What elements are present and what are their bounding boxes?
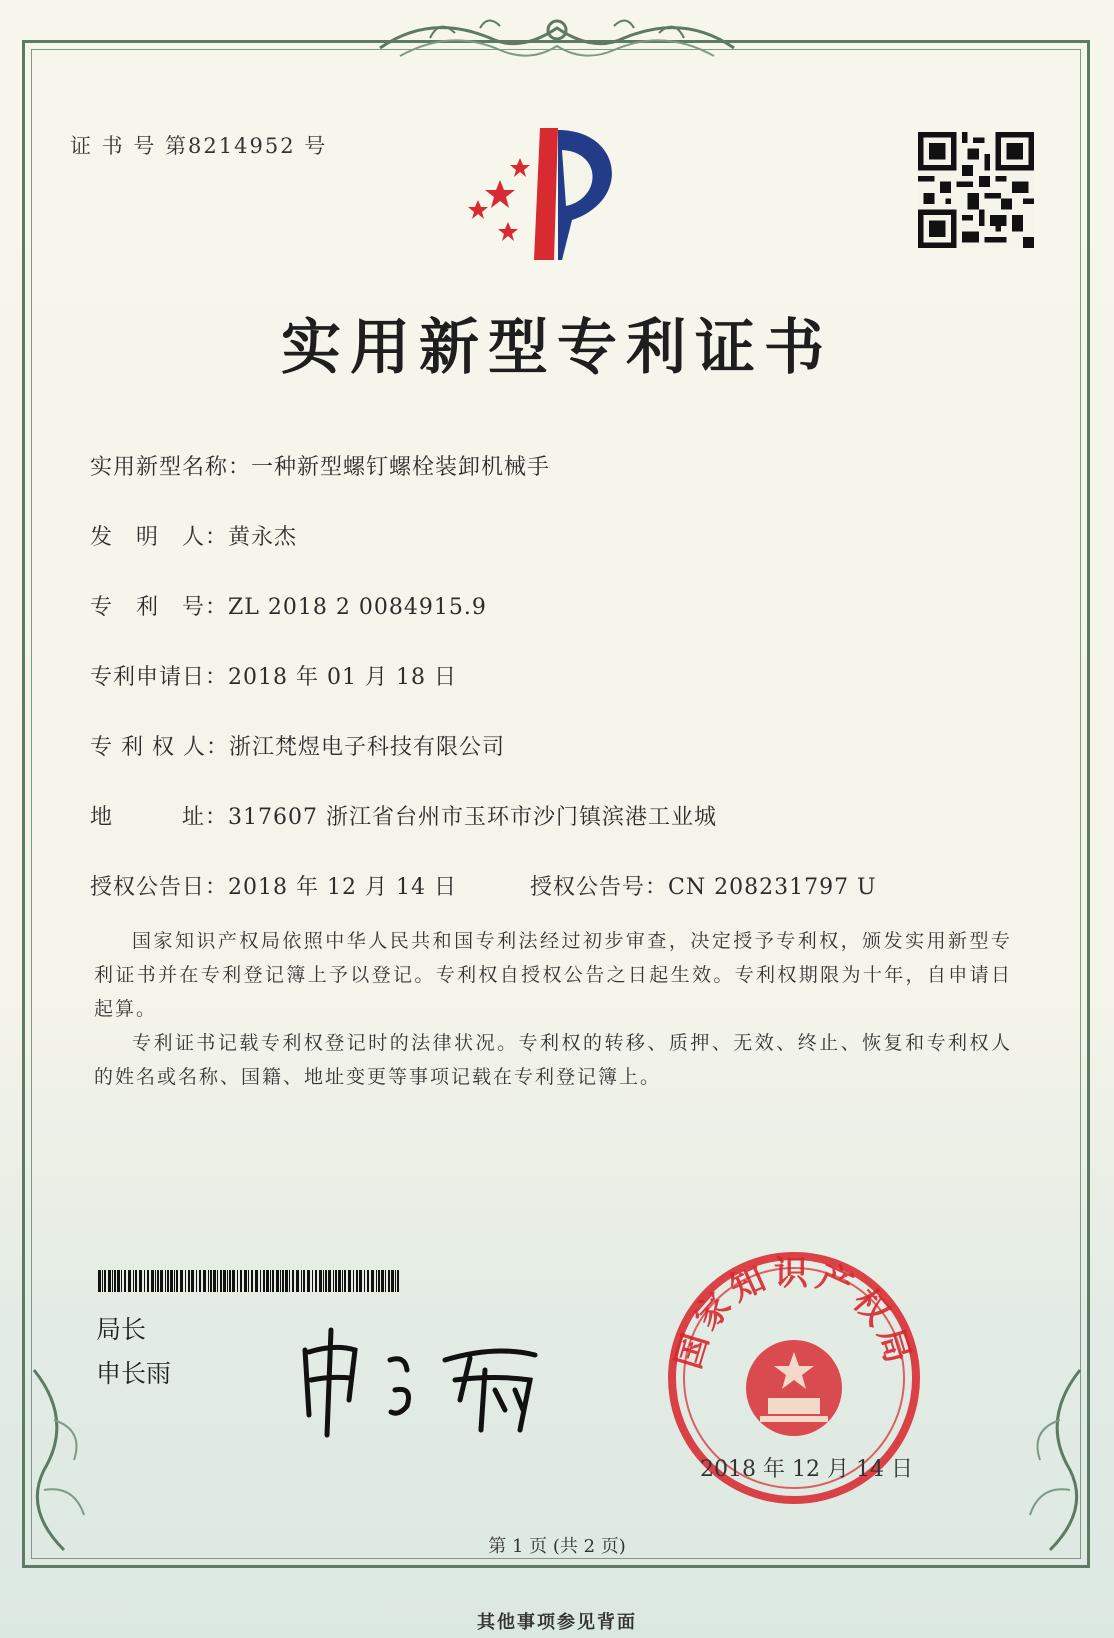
field-value: CN 208231797 U xyxy=(668,875,877,900)
barcode-bar xyxy=(376,1270,377,1292)
qr-code-icon xyxy=(918,132,1034,248)
barcode-bar xyxy=(263,1270,265,1292)
barcode-bar xyxy=(217,1270,218,1292)
barcode-bar xyxy=(208,1270,209,1292)
barcode-bar xyxy=(165,1270,166,1292)
barcode-bar xyxy=(135,1270,137,1292)
barcode-bar xyxy=(220,1270,222,1292)
certificate-number: 证 书 号 第8214952 号 xyxy=(70,134,328,158)
barcode-bar xyxy=(356,1270,358,1292)
barcode-bar xyxy=(188,1270,190,1292)
corner-ornament-right-icon xyxy=(990,1360,1100,1560)
barcode-bar xyxy=(128,1270,131,1292)
barcode-bar xyxy=(223,1270,226,1292)
barcode-bar xyxy=(367,1270,369,1292)
barcode-bar xyxy=(240,1270,242,1292)
barcode-bar xyxy=(270,1270,271,1292)
field-value: 浙江梵煜电子科技有限公司 xyxy=(228,735,505,760)
field-label: 授权公告日： xyxy=(90,875,229,900)
barcode-bar xyxy=(388,1270,390,1292)
barcode-bar xyxy=(385,1270,386,1292)
barcode-bar xyxy=(391,1270,394,1292)
field-label: 授权公告号： xyxy=(530,875,669,900)
barcode-bar xyxy=(139,1270,142,1292)
barcode-bar xyxy=(248,1270,249,1292)
barcode-bar xyxy=(319,1270,322,1292)
barcode-bar xyxy=(102,1270,103,1292)
barcode-icon xyxy=(98,1270,403,1292)
director-title: 局长 xyxy=(96,1315,147,1344)
field-label: 专 利 权 人： xyxy=(90,735,229,760)
barcode-bar xyxy=(151,1270,154,1292)
barcode-bar xyxy=(280,1270,281,1292)
barcode-bar xyxy=(112,1270,113,1292)
barcode-bar xyxy=(121,1270,122,1292)
barcode-bar xyxy=(323,1270,324,1292)
field-value: 黄永杰 xyxy=(228,525,298,550)
barcode-bar xyxy=(344,1270,346,1292)
barcode-bar xyxy=(227,1270,228,1292)
barcode-bar xyxy=(364,1270,365,1292)
barcode-bar xyxy=(170,1270,173,1292)
barcode-bar xyxy=(174,1270,175,1292)
field-label: 地 址： xyxy=(90,805,229,830)
barcode-bar xyxy=(378,1270,380,1292)
seal-date: 2018 年 12 月 14 日 xyxy=(700,1457,913,1482)
barcode-bar xyxy=(292,1270,294,1292)
field-value: 一种新型螺钉螺栓装卸机械手 xyxy=(251,455,551,480)
barcode-bar xyxy=(381,1270,384,1292)
barcode-bar xyxy=(196,1270,197,1292)
barcode-bar xyxy=(155,1270,156,1292)
barcode-bar xyxy=(147,1270,149,1292)
barcode-bar xyxy=(237,1270,238,1292)
cnipa-logo-icon xyxy=(462,120,652,270)
barcode-bar xyxy=(104,1270,106,1292)
barcode-bar xyxy=(296,1270,299,1292)
field-value: 317607 浙江省台州市玉环市沙门镇滨港工业城 xyxy=(228,805,717,830)
barcode-bar xyxy=(315,1270,317,1292)
field-announcement-number xyxy=(530,870,877,901)
field-announcement-date xyxy=(90,870,457,901)
field-label: 专利申请日： xyxy=(90,665,229,690)
barcode-bar xyxy=(353,1270,354,1292)
barcode-bar xyxy=(266,1270,269,1292)
field-label: 发 明 人： xyxy=(90,525,229,550)
barcode-bar xyxy=(180,1270,183,1292)
barcode-bar xyxy=(338,1270,341,1292)
barcode-bar xyxy=(167,1270,169,1292)
field-value: 2018 年 12 月 14 日 xyxy=(228,875,457,900)
barcode-bar xyxy=(160,1270,163,1292)
barcode-bar xyxy=(395,1270,396,1292)
barcode-bar xyxy=(191,1270,194,1292)
barcode-bar xyxy=(124,1270,126,1292)
barcode-bar xyxy=(307,1270,310,1292)
barcode-bar xyxy=(342,1270,343,1292)
barcode-bar xyxy=(397,1270,399,1292)
field-value: 2018 年 01 月 18 日 xyxy=(228,665,457,690)
barcode-bar xyxy=(229,1270,231,1292)
barcode-bar xyxy=(185,1270,186,1292)
barcode-bar xyxy=(108,1270,111,1292)
barcode-bar xyxy=(251,1270,253,1292)
barcode-bar xyxy=(289,1270,290,1292)
field-application-date xyxy=(90,660,457,691)
director-name: 申长雨 xyxy=(96,1359,172,1388)
barcode-bar xyxy=(114,1270,116,1292)
barcode-bar xyxy=(213,1270,216,1292)
barcode-bar xyxy=(117,1270,120,1292)
barcode-bar xyxy=(203,1270,206,1292)
legal-status-paragraph: 专利证书记载专利权登记时的法律状况。专利权的转移、质押、无效、终止、恢复和专利权人的姓名或名称、国籍、地址变更等事项记载在专利登记簿上。 xyxy=(94,1032,1012,1088)
field-value: ZL 2018 2 0084915.9 xyxy=(228,595,487,620)
barcode-bar xyxy=(232,1270,235,1292)
barcode-bar xyxy=(348,1270,351,1292)
barcode-bar xyxy=(157,1270,159,1292)
back-side-note: 其他事项参见背面 xyxy=(477,1612,637,1633)
barcode-bar xyxy=(176,1270,178,1292)
barcode-bar xyxy=(312,1270,313,1292)
barcode-bar xyxy=(282,1270,284,1292)
field-patent-number xyxy=(90,590,487,621)
director-signature xyxy=(295,1320,565,1440)
barcode-bar xyxy=(333,1270,334,1292)
barcode-bar xyxy=(199,1270,201,1292)
certificate-title: 实用新型专利证书 xyxy=(281,313,833,383)
barcode-bar xyxy=(272,1270,274,1292)
barcode-bar xyxy=(276,1270,279,1292)
barcode-bar xyxy=(133,1270,134,1292)
barcode-bar xyxy=(328,1270,331,1292)
barcode-bar xyxy=(301,1270,302,1292)
page-indicator: 第 1 页 (共 2 页) xyxy=(488,1536,626,1557)
barcode-bar xyxy=(210,1270,212,1292)
barcode-bar xyxy=(371,1270,374,1292)
barcode-bar xyxy=(325,1270,327,1292)
grant-statement-paragraph: 国家知识产权局依照中华人民共和国专利法经过初步审查，决定授予专利权，颁发实用新型专利证书并在专利登记簿上予以登记。专利权自授权公告之日起生效。专利权期限为十年，自申请日起算。 xyxy=(94,930,1012,1020)
seal-text: 国家知识产权局 xyxy=(668,1253,920,1374)
barcode-bar xyxy=(144,1270,145,1292)
field-label: 实用新型名称： xyxy=(90,455,252,480)
field-label: 专 利 号： xyxy=(90,595,229,620)
barcode-bar xyxy=(244,1270,247,1292)
corner-ornament-left-icon xyxy=(14,1360,124,1560)
barcode-bar xyxy=(98,1270,101,1292)
field-utility-model-name xyxy=(90,450,550,481)
barcode-bar xyxy=(303,1270,305,1292)
field-patentee xyxy=(90,730,505,761)
barcode-bar xyxy=(285,1270,288,1292)
barcode-bar xyxy=(359,1270,362,1292)
barcode-bar xyxy=(260,1270,261,1292)
top-ornament-icon xyxy=(370,8,744,70)
field-inventor xyxy=(90,520,297,551)
barcode-bar xyxy=(255,1270,258,1292)
barcode-bar xyxy=(335,1270,337,1292)
field-address xyxy=(90,800,717,831)
